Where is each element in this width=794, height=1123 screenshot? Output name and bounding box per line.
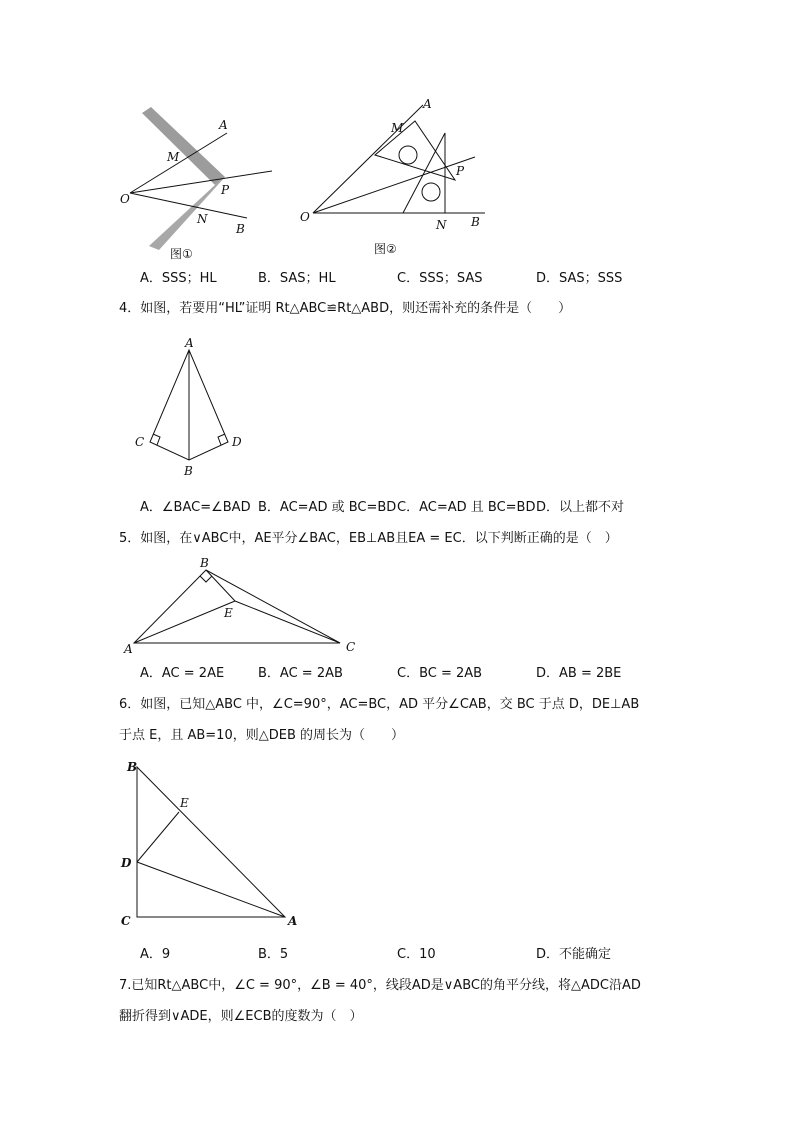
fig1-caption: 图① [170, 247, 193, 261]
label-p: P [456, 164, 465, 178]
q3-option-d[interactable]: D．SAS；SSS [536, 271, 623, 286]
label-p: P [221, 183, 230, 197]
q7-stem-line2: 翻折得到∨ADE，则∠ECB的度数为（ ） [119, 1009, 363, 1024]
ruler-hole-1 [399, 146, 417, 164]
q5-option-b[interactable]: B．AC = 2AB [258, 666, 343, 681]
label-n: N [436, 218, 447, 232]
label-d: D [232, 435, 242, 449]
q3-option-c[interactable]: C．SSS；SAS [397, 271, 483, 286]
ruler-upper [142, 107, 225, 185]
segment-be [206, 570, 235, 601]
q3-option-a[interactable]: A．SSS；HL [140, 271, 217, 286]
triangle-ruler-2 [403, 133, 445, 213]
triangle-ruler-1 [375, 121, 455, 180]
triangle-abc [137, 767, 285, 917]
segment-de [137, 812, 179, 862]
label-a: A [288, 914, 298, 928]
label-b: B [127, 760, 138, 774]
ray-op [313, 157, 475, 213]
label-n: N [197, 212, 208, 226]
fig2-caption: 图② [374, 242, 397, 256]
q5-figure [118, 555, 368, 660]
ruler-hole-2 [422, 183, 440, 201]
right-angle-b [200, 576, 212, 582]
label-e: E [180, 796, 189, 810]
q7-stem-line1: 7.已知Rt△ABC中，∠C = 90°，∠B = 40°，线段AD是∨ABC的角平分线，将△ADC沿AD [119, 978, 641, 993]
label-b: B [236, 222, 245, 236]
q3-figure-1 [115, 105, 285, 265]
segment-ec [235, 601, 340, 643]
label-a: A [219, 118, 228, 132]
label-b: B [200, 556, 209, 570]
label-c: C [135, 435, 145, 449]
label-d: D [121, 856, 132, 870]
q6-stem-line2: 于点 E，且 AB=10，则△DEB 的周长为（ ） [119, 728, 404, 743]
q6-stem-line1: 6．如图，已知△ABC 中，∠C=90°，AC=BC，AD 平分∠CAB，交 BC 于点 D，DE⊥AB [119, 697, 640, 712]
q5-option-a[interactable]: A．AC = 2AE [140, 666, 225, 681]
q4-figure [125, 335, 255, 480]
label-o: O [300, 210, 310, 224]
label-o: O [120, 192, 130, 206]
label-a: A [185, 336, 194, 350]
q5-option-d[interactable]: D．AB = 2BE [536, 666, 622, 681]
label-b: B [184, 464, 193, 478]
label-b: B [471, 215, 480, 229]
q4-option-a[interactable]: A．∠BAC=∠BAD [140, 500, 251, 515]
q6-figure [115, 755, 310, 930]
triangle-abc [134, 570, 340, 643]
q4-option-d[interactable]: D．以上都不对 [536, 500, 625, 515]
label-a: A [124, 642, 133, 656]
q4-stem: 4．如图，若要用“HL”证明 Rt△ABC≌Rt△ABD，则还需补充的条件是（ ） [119, 301, 572, 316]
label-c: C [121, 914, 131, 928]
label-e: E [224, 606, 233, 620]
q4-option-b[interactable]: B．AC=AD 或 BC=BD [258, 500, 397, 515]
label-a: A [423, 97, 432, 111]
ray-oa [313, 105, 423, 213]
q6-option-a[interactable]: A．9 [140, 947, 171, 962]
q5-stem: 5．如图，在∨ABC中，AE平分∠BAC，EB⊥AB且EA = EC．以下判断正确的是（ ） [119, 531, 618, 546]
ray-op [130, 171, 272, 193]
segment-ad [137, 862, 285, 917]
segment-ae [134, 601, 235, 643]
q6-option-d[interactable]: D．不能确定 [536, 947, 612, 962]
q3-figure-2 [295, 95, 495, 260]
q6-option-c[interactable]: C．10 [397, 947, 436, 962]
label-m: M [391, 121, 404, 135]
label-m: M [167, 150, 180, 164]
q6-option-b[interactable]: B．5 [258, 947, 289, 962]
label-c: C [346, 640, 356, 654]
q4-option-c[interactable]: C．AC=AD 且 BC=BD [397, 500, 536, 515]
q5-option-c[interactable]: C．BC = 2AB [397, 666, 483, 681]
q3-option-b[interactable]: B．SAS；HL [258, 271, 336, 286]
